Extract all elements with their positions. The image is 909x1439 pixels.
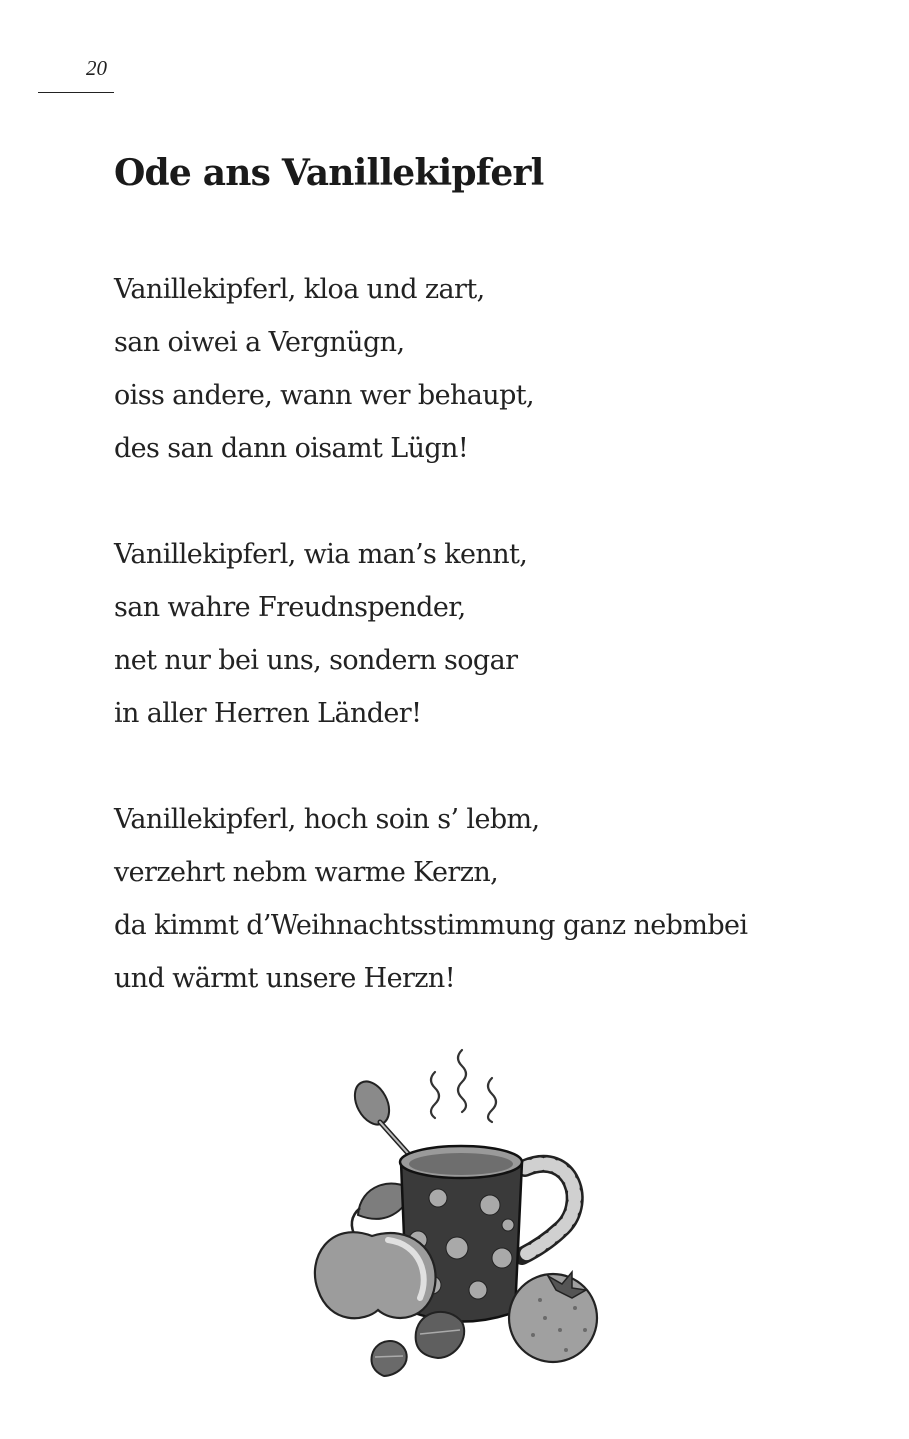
poem-line: in aller Herren Länder! (114, 698, 422, 729)
stanza-3 (114, 793, 747, 1005)
mug-handle-icon (522, 1164, 575, 1256)
orange-icon (509, 1272, 597, 1362)
poem-body (114, 263, 747, 1058)
steaming-mug-with-fruit-icon (300, 1040, 610, 1390)
poem-line: des san dann oisamt Lügn! (114, 433, 469, 464)
nut-icon (372, 1312, 465, 1376)
poem-line: verzehrt nebm warme Kerzn, (114, 857, 499, 888)
poem-line: san oiwei a Vergnügn, (114, 327, 405, 358)
poem-line: und wärmt unsere Herzn! (114, 963, 455, 994)
poem-line: Vanillekipferl, kloa und zart, (114, 274, 485, 305)
page-number: 20 (86, 56, 107, 80)
poem-line: Vanillekipferl, hoch soin s’ lebm, (114, 804, 540, 835)
poem-line: san wahre Freudnspender, (114, 592, 466, 623)
page-number-rule (38, 92, 114, 93)
poem-title: Ode ans Vanillekipferl (114, 152, 544, 194)
stanza-2 (114, 528, 747, 740)
poem-line: da kimmt d’Weihnachtsstimmung ganz nebmbei (114, 910, 748, 941)
poem-line: oiss andere, wann wer behaupt, (114, 380, 534, 411)
stanza-1 (114, 263, 747, 475)
steam-icon (431, 1050, 496, 1122)
poem-line: net nur bei uns, sondern sogar (114, 645, 518, 676)
poem-line: Vanillekipferl, wia man’s kennt, (114, 539, 528, 570)
